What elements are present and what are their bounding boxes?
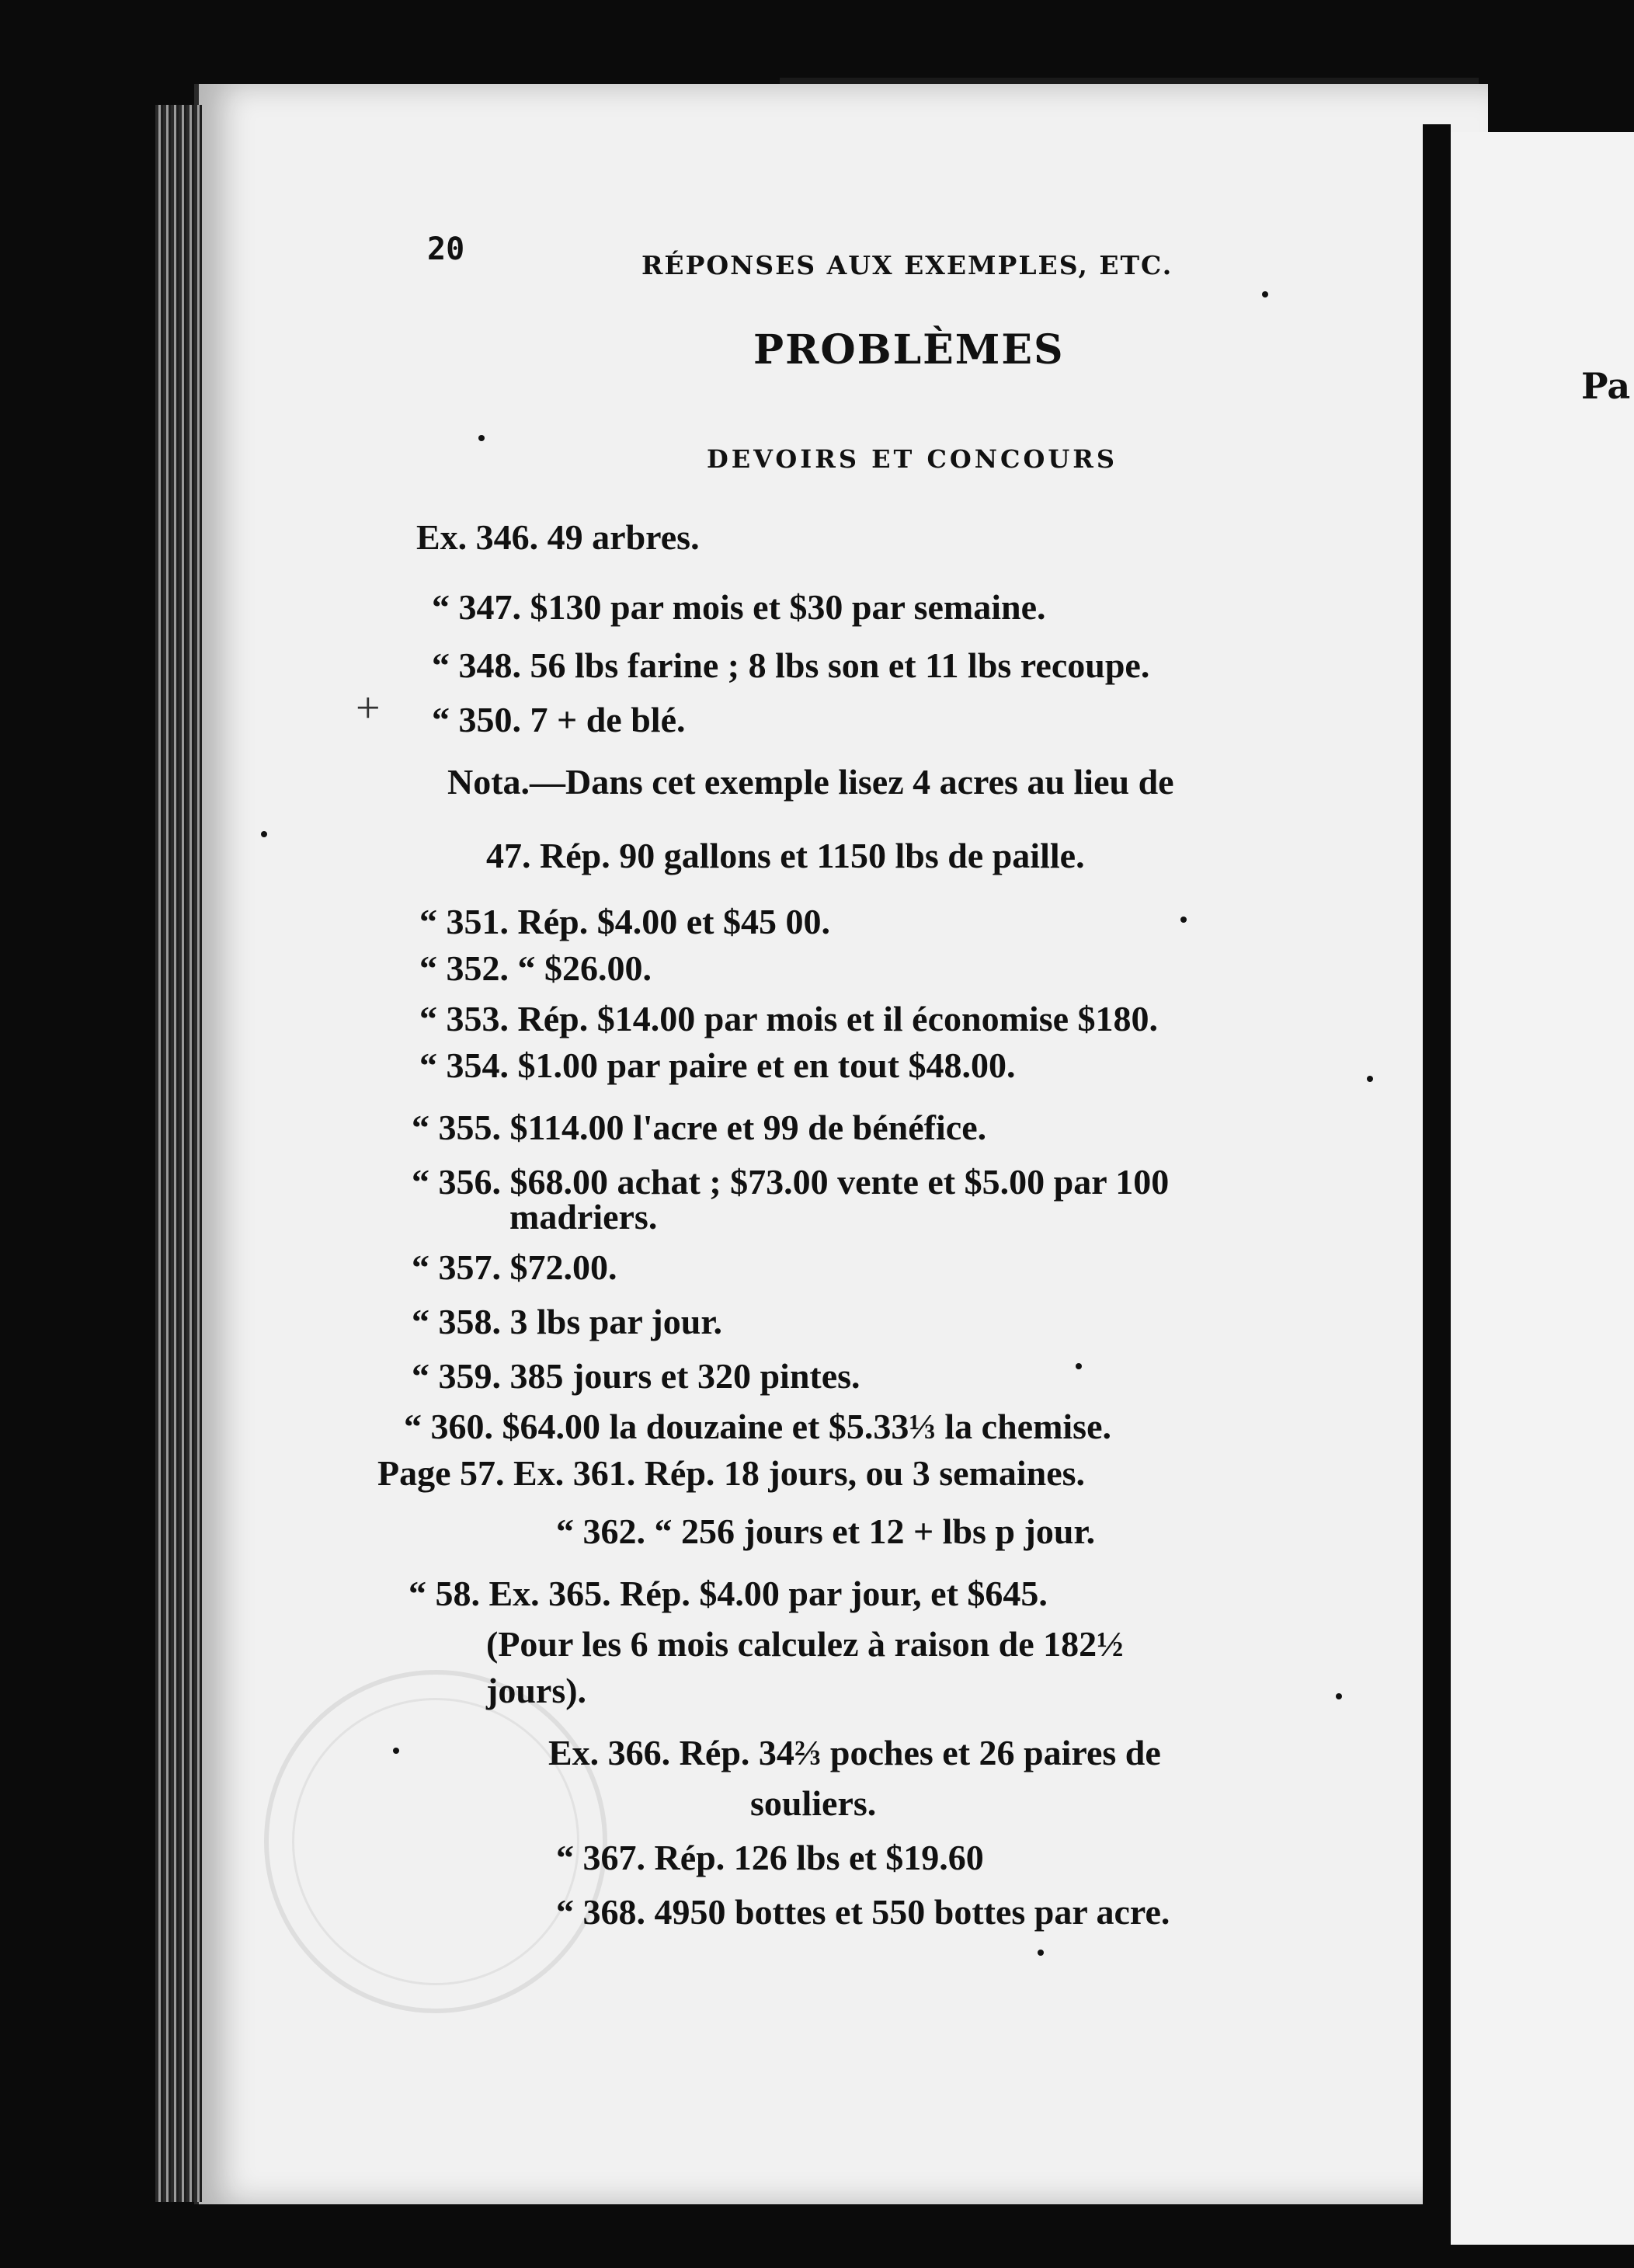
speck (1076, 1363, 1082, 1369)
answer-line: Ex. 346. 49 arbres. (416, 517, 700, 557)
note-line: 47. Rép. 90 gallons et 1150 lbs de paille. (486, 836, 1085, 875)
speck (1262, 291, 1268, 297)
answer-line: “ 354. $1.00 par paire et en tout $48.00. (419, 1045, 1016, 1085)
answer-line: “ 352. “ $26.00. (419, 948, 652, 988)
speck (1336, 1693, 1342, 1699)
facing-page (1451, 132, 1634, 2245)
answer-line: “ 351. Rép. $4.00 et $45 00. (419, 902, 830, 941)
handwritten-mark: + (356, 684, 381, 732)
answer-line: madriers. (509, 1197, 658, 1237)
answer-line: “ 357. $72.00. (412, 1247, 617, 1287)
answer-line: “ 367. Rép. 126 lbs et $19.60 (556, 1838, 984, 1877)
answer-line: “ 368. 4950 bottes et 550 bottes par acre. (556, 1892, 1170, 1932)
answer-line: souliers. (750, 1783, 877, 1823)
speck (1038, 1950, 1044, 1956)
answer-line: “ 353. Rép. $14.00 par mois et il économise $180. (419, 999, 1159, 1038)
speck (1180, 917, 1187, 923)
speck (393, 1748, 399, 1754)
answer-line: “ 358. 3 lbs par jour. (412, 1302, 723, 1341)
note-line: Nota.—Dans cet exemple lisez 4 acres au lieu de (447, 762, 1174, 802)
speck (261, 831, 267, 837)
answer-line: Page 57. Ex. 361. Rép. 18 jours, ou 3 semaines. (377, 1453, 1086, 1493)
answer-line: “ 362. “ 256 jours et 12 + lbs p jour. (556, 1511, 1096, 1551)
answer-line: Ex. 366. Rép. 34⅔ poches et 26 paires de (548, 1733, 1161, 1772)
running-head: RÉPONSES AUX EXEMPLES, ETC. (641, 250, 1173, 280)
answer-line: “ 356. $68.00 achat ; $73.00 vente et $5.00 par 100 (412, 1162, 1170, 1202)
section-subtitle: DEVOIRS ET CONCOURS (707, 444, 1118, 474)
answer-line: “ 58. Ex. 365. Rép. $4.00 par jour, et $645. (408, 1574, 1048, 1613)
page-stack-edge (155, 105, 202, 2202)
speck (1367, 1076, 1373, 1082)
answer-line: (Pour les 6 mois calculez à raison de 182½ (486, 1624, 1124, 1664)
answer-line: “ 350. 7 + de blé. (432, 700, 686, 739)
answer-line: “ 347. $130 par mois et $30 par semaine. (432, 587, 1046, 627)
page-number: 20 (427, 231, 465, 267)
answer-line: jours). (486, 1671, 587, 1710)
answer-line: “ 348. 56 lbs farine ; 8 lbs son et 11 lbs recoupe. (432, 645, 1150, 685)
answer-line: “ 355. $114.00 l'acre et 99 de bénéfice. (412, 1108, 987, 1147)
answer-line: “ 359. 385 jours et 320 pintes. (412, 1356, 860, 1396)
answer-line: “ 360. $64.00 la douzaine et $5.33⅓ la chemise. (404, 1407, 1111, 1446)
speck (478, 435, 485, 441)
book-gutter (1423, 124, 1451, 2252)
facing-page-fragment: Pa (1581, 365, 1631, 407)
section-title: PROBLÈMES (753, 326, 1065, 374)
